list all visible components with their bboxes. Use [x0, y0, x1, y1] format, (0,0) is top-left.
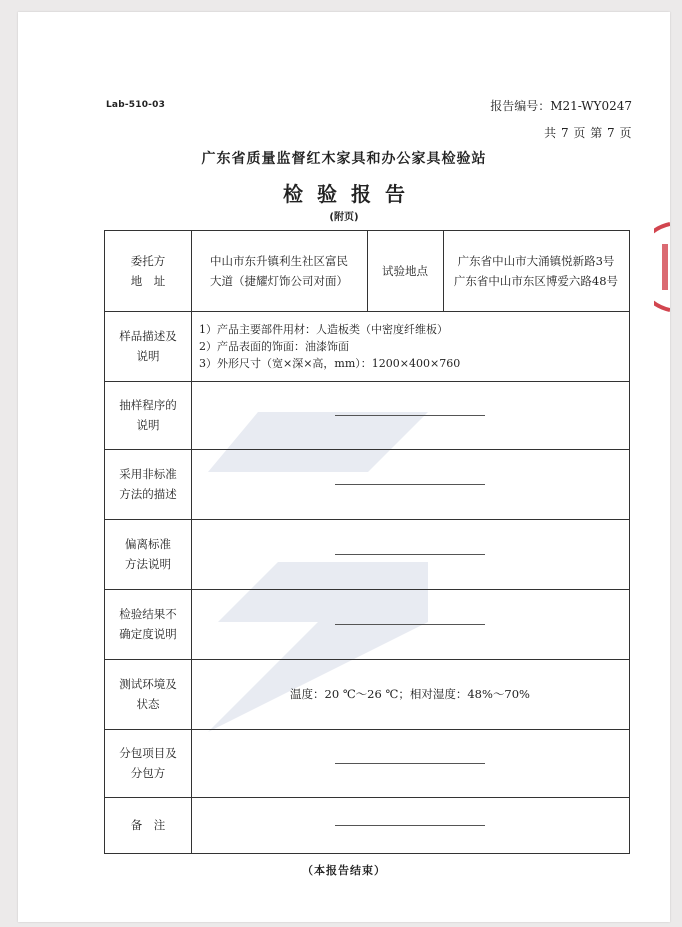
subcontract-label	[105, 729, 191, 797]
client-address-value	[191, 231, 367, 311]
test-environment-label	[105, 659, 191, 729]
nonstd-label-line2: 方法的描述	[119, 487, 177, 501]
appendix-subtitle: (附页)	[329, 212, 359, 223]
test-environment-value: 温度：20 ℃～26 ℃；相对湿度：48%～70%	[290, 687, 530, 701]
sample-label-line2: 说明	[136, 349, 160, 363]
subcontract-label-line1: 分包项目及	[119, 746, 177, 760]
test-site-line2: 广东省中山市东区博爱六路48号	[453, 274, 619, 288]
env-label-line2: 状态	[136, 697, 160, 711]
sample-label-line1: 样品描述及	[119, 329, 177, 343]
uncertainty-label-line2: 确定度说明	[119, 627, 177, 641]
empty-dash-line	[335, 484, 485, 485]
nonstandard-method-value	[191, 449, 629, 519]
uncertainty-label	[105, 589, 191, 659]
lab-code: Lab-510-03	[106, 100, 166, 110]
sample-item: 1）产品主要部件用材：人造板类（中密度纤维板）	[199, 322, 448, 336]
empty-dash-line	[335, 825, 485, 826]
test-site-line1: 广东省中山市大涌镇悦新路3号	[457, 254, 615, 268]
client-address-line1: 中山市东升镇利生社区富民	[210, 254, 348, 268]
uncertainty-label-line1: 检验结果不	[119, 607, 177, 621]
nonstandard-method-label	[105, 449, 191, 519]
empty-dash-line	[335, 554, 485, 555]
test-site-value	[443, 231, 629, 311]
sample-description-value	[191, 311, 629, 381]
station-name: 广东省质量监督红木家具和办公家具检验站	[201, 151, 487, 167]
env-label-line1: 测试环境及	[119, 677, 177, 691]
sample-item: 2）产品表面的饰面：油漆饰面	[199, 339, 349, 353]
sampling-label-line1: 抽样程序的	[119, 398, 177, 412]
empty-dash-line	[335, 763, 485, 764]
test-site-label: 试验地点	[382, 264, 428, 278]
nonstd-label-line1: 采用非标准	[119, 467, 177, 481]
sampling-procedure-label	[105, 381, 191, 449]
report-end-note: （本报告结束）	[302, 864, 386, 877]
report-title: 检验报告	[283, 182, 419, 206]
subcontract-label-line2: 分包方	[130, 766, 166, 780]
sample-item: 3）外形尺寸（宽×深×高，mm）：1200×400×760	[199, 356, 461, 370]
report-page	[18, 12, 670, 922]
client-address-label-line2: 地 址	[130, 274, 166, 288]
empty-dash-line	[335, 624, 485, 625]
report-number: 报告编号：M21-WY0247	[490, 99, 632, 113]
empty-dash-line	[335, 415, 485, 416]
client-address-label-line1: 委托方	[130, 254, 166, 268]
page-info: 共 7 页 第 7 页	[544, 126, 632, 140]
deviation-method-label	[105, 519, 191, 589]
deviation-method-value	[191, 519, 629, 589]
deviation-label-line2: 方法说明	[125, 557, 171, 571]
uncertainty-value	[191, 589, 629, 659]
info-table	[104, 230, 630, 854]
sampling-label-line2: 说明	[136, 418, 160, 432]
client-address-label	[105, 231, 191, 311]
deviation-label-line1: 偏离标准	[125, 537, 171, 551]
subcontract-value	[191, 729, 629, 797]
client-address-line2: 大道（捷耀灯饰公司对面）	[210, 274, 348, 288]
sampling-procedure-value	[191, 381, 629, 449]
remarks-label: 备 注	[130, 818, 166, 832]
official-seal-stamp	[654, 222, 670, 312]
sample-description-label	[105, 311, 191, 381]
remarks-value	[191, 797, 629, 853]
